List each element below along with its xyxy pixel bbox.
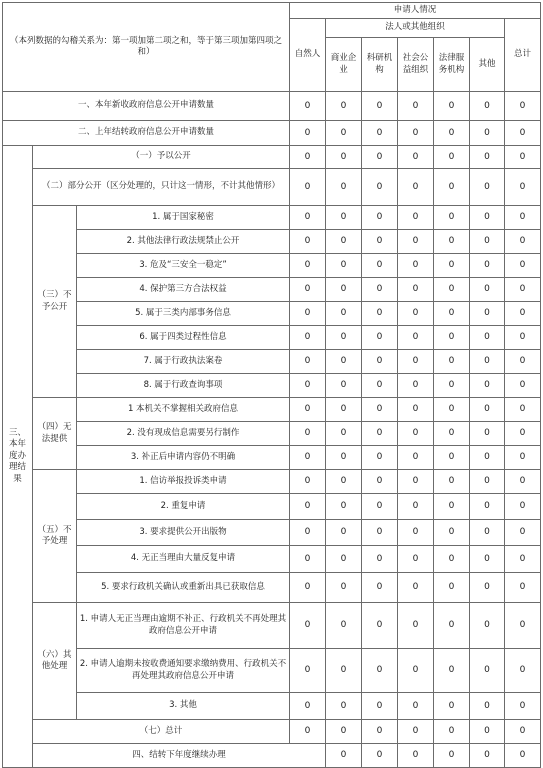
value-cell: 0 bbox=[362, 350, 398, 374]
value-cell: 0 bbox=[362, 720, 398, 744]
value-cell: 0 bbox=[398, 206, 434, 230]
value-cell: 0 bbox=[470, 398, 505, 422]
value-cell: 0 bbox=[434, 744, 470, 768]
value-cell: 0 bbox=[362, 121, 398, 146]
value-cell: 0 bbox=[505, 302, 541, 326]
row-label: 4. 保护第三方合法权益 bbox=[77, 278, 290, 302]
value-cell: 0 bbox=[398, 302, 434, 326]
table-row bbox=[3, 573, 541, 603]
table-row bbox=[3, 374, 541, 398]
value-cell: 0 bbox=[470, 573, 505, 603]
value-cell: 0 bbox=[470, 254, 505, 278]
value-cell: 0 bbox=[505, 446, 541, 470]
value-cell: 0 bbox=[505, 744, 541, 768]
row-label: （七）总计 bbox=[33, 720, 290, 744]
value-cell: 0 bbox=[470, 169, 505, 206]
value-cell: 0 bbox=[362, 398, 398, 422]
row-label: 1 本机关不掌握相关政府信息 bbox=[77, 398, 290, 422]
value-cell: 0 bbox=[326, 720, 362, 744]
header-total: 总计 bbox=[505, 19, 541, 92]
value-cell: 0 bbox=[505, 573, 541, 603]
value-cell: 0 bbox=[326, 206, 362, 230]
value-cell: 0 bbox=[398, 146, 434, 169]
row-label: 2. 其他法律行政法规禁止公开 bbox=[77, 230, 290, 254]
value-cell: 0 bbox=[505, 169, 541, 206]
value-cell: 0 bbox=[362, 230, 398, 254]
table-row bbox=[3, 520, 541, 546]
value-cell: 0 bbox=[470, 121, 505, 146]
value-cell: 0 bbox=[505, 254, 541, 278]
value-cell: 0 bbox=[362, 92, 398, 121]
table-row bbox=[3, 254, 541, 278]
section3-label: 三、本年度办理结果 bbox=[3, 146, 33, 768]
value-cell: 0 bbox=[434, 302, 470, 326]
row-label: （二）部分公开（区分处理的，只计这一情形，不计其他情形） bbox=[33, 169, 290, 206]
value-cell: 0 bbox=[434, 573, 470, 603]
table-row bbox=[3, 230, 541, 254]
value-cell: 0 bbox=[505, 92, 541, 121]
value-cell: 0 bbox=[434, 374, 470, 398]
value-cell: 0 bbox=[326, 520, 362, 546]
row-label: 5. 要求行政机关确认或重新出具已获取信息 bbox=[77, 573, 290, 603]
value-cell: 0 bbox=[362, 744, 398, 768]
value-cell: 0 bbox=[326, 398, 362, 422]
table-row bbox=[3, 206, 541, 230]
value-cell: 0 bbox=[290, 494, 326, 520]
value-cell: 0 bbox=[505, 720, 541, 744]
value-cell: 0 bbox=[326, 494, 362, 520]
value-cell: 0 bbox=[505, 398, 541, 422]
value-cell: 0 bbox=[470, 446, 505, 470]
value-cell: 0 bbox=[398, 422, 434, 446]
value-cell: 0 bbox=[290, 302, 326, 326]
value-cell: 0 bbox=[398, 278, 434, 302]
value-cell: 0 bbox=[434, 230, 470, 254]
value-cell: 0 bbox=[398, 92, 434, 121]
value-cell: 0 bbox=[398, 326, 434, 350]
value-cell: 0 bbox=[505, 278, 541, 302]
value-cell: 0 bbox=[362, 169, 398, 206]
value-cell: 0 bbox=[326, 693, 362, 720]
value-cell: 0 bbox=[434, 169, 470, 206]
row-label: 3. 补正后申请内容仍不明确 bbox=[77, 446, 290, 470]
value-cell: 0 bbox=[398, 169, 434, 206]
value-cell: 0 bbox=[470, 278, 505, 302]
row-label: 3. 要求提供公开出版物 bbox=[77, 520, 290, 546]
value-cell: 0 bbox=[470, 693, 505, 720]
value-cell: 0 bbox=[326, 326, 362, 350]
value-cell: 0 bbox=[398, 254, 434, 278]
value-cell: 0 bbox=[290, 573, 326, 603]
value-cell: 0 bbox=[398, 374, 434, 398]
value-cell: 0 bbox=[290, 326, 326, 350]
disclosure-table bbox=[2, 2, 541, 768]
value-cell: 0 bbox=[398, 720, 434, 744]
value-cell: 0 bbox=[326, 422, 362, 446]
value-cell: 0 bbox=[326, 573, 362, 603]
value-cell: 0 bbox=[362, 206, 398, 230]
header-other: 其他 bbox=[470, 38, 505, 92]
value-cell: 0 bbox=[470, 146, 505, 169]
value-cell: 0 bbox=[362, 470, 398, 494]
row-label: 一、本年新收政府信息公开申请数量 bbox=[3, 92, 290, 121]
value-cell: 0 bbox=[290, 603, 326, 649]
value-cell: 0 bbox=[434, 398, 470, 422]
value-cell: 0 bbox=[290, 121, 326, 146]
value-cell: 0 bbox=[470, 720, 505, 744]
value-cell: 0 bbox=[505, 121, 541, 146]
value-cell: 0 bbox=[290, 350, 326, 374]
header-commercial: 商业企业 bbox=[326, 38, 362, 92]
value-cell: 0 bbox=[398, 230, 434, 254]
value-cell: 0 bbox=[290, 92, 326, 121]
header-research: 科研机构 bbox=[362, 38, 398, 92]
value-cell: 0 bbox=[290, 278, 326, 302]
row-label: 1. 属于国家秘密 bbox=[77, 206, 290, 230]
value-cell: 0 bbox=[470, 302, 505, 326]
value-cell: 0 bbox=[398, 520, 434, 546]
value-cell: 0 bbox=[434, 494, 470, 520]
value-cell: 0 bbox=[470, 326, 505, 350]
value-cell: 0 bbox=[398, 121, 434, 146]
value-cell: 0 bbox=[505, 326, 541, 350]
value-cell: 0 bbox=[362, 649, 398, 693]
table-row bbox=[3, 422, 541, 446]
value-cell: 0 bbox=[398, 603, 434, 649]
value-cell: 0 bbox=[326, 146, 362, 169]
value-cell: 0 bbox=[326, 92, 362, 121]
header-applicant: 申请人情况 bbox=[290, 3, 541, 19]
value-cell: 0 bbox=[290, 520, 326, 546]
row-label: （一）予以公开 bbox=[33, 146, 290, 169]
row-label: 8. 属于行政查询事项 bbox=[77, 374, 290, 398]
table-row bbox=[3, 720, 541, 744]
value-cell: 0 bbox=[505, 546, 541, 573]
table-row bbox=[3, 649, 541, 693]
value-cell: 0 bbox=[398, 573, 434, 603]
value-cell: 0 bbox=[290, 230, 326, 254]
row-label: 二、上年结转政府信息公开申请数量 bbox=[3, 121, 290, 146]
value-cell: 0 bbox=[326, 121, 362, 146]
row-label: 2. 没有现成信息需要另行制作 bbox=[77, 422, 290, 446]
table-row bbox=[3, 169, 541, 206]
value-cell: 0 bbox=[362, 693, 398, 720]
value-cell: 0 bbox=[326, 278, 362, 302]
value-cell: 0 bbox=[505, 206, 541, 230]
table-row bbox=[3, 446, 541, 470]
table-row bbox=[3, 546, 541, 573]
value-cell: 0 bbox=[434, 603, 470, 649]
value-cell: 0 bbox=[362, 573, 398, 603]
value-cell: 0 bbox=[290, 546, 326, 573]
value-cell: 0 bbox=[434, 520, 470, 546]
value-cell: 0 bbox=[505, 494, 541, 520]
value-cell: 0 bbox=[470, 520, 505, 546]
table-row bbox=[3, 693, 541, 720]
value-cell: 0 bbox=[434, 720, 470, 744]
value-cell: 0 bbox=[362, 520, 398, 546]
row-label: 4. 无正当理由大量反复申请 bbox=[77, 546, 290, 573]
table-row bbox=[3, 326, 541, 350]
value-cell: 0 bbox=[505, 520, 541, 546]
value-cell: 0 bbox=[290, 169, 326, 206]
value-cell: 0 bbox=[470, 546, 505, 573]
value-cell: 0 bbox=[362, 374, 398, 398]
value-cell: 0 bbox=[290, 422, 326, 446]
value-cell: 0 bbox=[290, 470, 326, 494]
value-cell: 0 bbox=[505, 146, 541, 169]
table-row bbox=[3, 494, 541, 520]
header-note: （本列数据的勾稽关系为：第一项加第二项之和，等于第三项加第四项之和） bbox=[3, 3, 290, 92]
group-label-withheld: （三）不予公开 bbox=[33, 206, 77, 398]
value-cell: 0 bbox=[362, 278, 398, 302]
value-cell: 0 bbox=[326, 446, 362, 470]
value-cell: 0 bbox=[434, 278, 470, 302]
value-cell: 0 bbox=[434, 121, 470, 146]
table-row bbox=[3, 278, 541, 302]
value-cell: 0 bbox=[398, 350, 434, 374]
value-cell: 0 bbox=[470, 470, 505, 494]
row-label: 1. 申请人无正当理由逾期不补正、行政机关不再处理其政府信息公开申请 bbox=[77, 603, 290, 649]
value-cell: 0 bbox=[398, 693, 434, 720]
value-cell: 0 bbox=[470, 92, 505, 121]
table-row bbox=[3, 470, 541, 494]
value-cell: 0 bbox=[326, 744, 362, 768]
value-cell: 0 bbox=[398, 446, 434, 470]
value-cell: 0 bbox=[470, 230, 505, 254]
group-label-unavailable: （四）无法提供 bbox=[33, 398, 77, 470]
value-cell: 0 bbox=[362, 603, 398, 649]
value-cell: 0 bbox=[326, 350, 362, 374]
value-cell: 0 bbox=[505, 603, 541, 649]
value-cell: 0 bbox=[290, 374, 326, 398]
group-label-other-handling: （六）其他处理 bbox=[33, 603, 77, 720]
value-cell: 0 bbox=[470, 603, 505, 649]
value-cell: 0 bbox=[326, 470, 362, 494]
value-cell: 0 bbox=[362, 302, 398, 326]
header-natural-person: 自然人 bbox=[290, 19, 326, 92]
group-label-not-processed: （五）不予处理 bbox=[33, 470, 77, 603]
value-cell: 0 bbox=[326, 649, 362, 693]
row-label: 7. 属于行政执法案卷 bbox=[77, 350, 290, 374]
row-label: 3. 其他 bbox=[77, 693, 290, 720]
value-cell: 0 bbox=[470, 649, 505, 693]
value-cell: 0 bbox=[434, 649, 470, 693]
value-cell: 0 bbox=[326, 603, 362, 649]
value-cell: 0 bbox=[362, 546, 398, 573]
table-row bbox=[3, 603, 541, 649]
value-cell: 0 bbox=[434, 446, 470, 470]
table-row bbox=[3, 146, 541, 169]
value-cell: 0 bbox=[362, 254, 398, 278]
header-legal-person: 法人或其他组织 bbox=[326, 19, 505, 38]
value-cell: 0 bbox=[326, 254, 362, 278]
table-row bbox=[3, 350, 541, 374]
value-cell: 0 bbox=[326, 169, 362, 206]
value-cell: 0 bbox=[398, 494, 434, 520]
value-cell: 0 bbox=[470, 350, 505, 374]
value-cell: 0 bbox=[505, 422, 541, 446]
value-cell: 0 bbox=[290, 720, 326, 744]
value-cell: 0 bbox=[362, 494, 398, 520]
value-cell: 0 bbox=[326, 374, 362, 398]
value-cell: 0 bbox=[434, 546, 470, 573]
value-cell: 0 bbox=[326, 546, 362, 573]
header-social: 社会公益组织 bbox=[398, 38, 434, 92]
value-cell: 0 bbox=[470, 422, 505, 446]
table-row bbox=[3, 302, 541, 326]
value-cell: 0 bbox=[290, 254, 326, 278]
row-label: 3. 危及“三安全一稳定” bbox=[77, 254, 290, 278]
value-cell: 0 bbox=[434, 693, 470, 720]
value-cell: 0 bbox=[362, 326, 398, 350]
value-cell: 0 bbox=[362, 422, 398, 446]
value-cell: 0 bbox=[434, 422, 470, 446]
table-row bbox=[3, 398, 541, 422]
value-cell: 0 bbox=[362, 446, 398, 470]
value-cell: 0 bbox=[505, 374, 541, 398]
value-cell: 0 bbox=[398, 398, 434, 422]
table-row bbox=[3, 121, 541, 146]
value-cell: 0 bbox=[470, 494, 505, 520]
table-row bbox=[3, 92, 541, 121]
value-cell: 0 bbox=[470, 206, 505, 230]
row-label: 1. 信访举报投诉类申请 bbox=[77, 470, 290, 494]
value-cell: 0 bbox=[398, 744, 434, 768]
value-cell: 0 bbox=[505, 350, 541, 374]
value-cell: 0 bbox=[505, 649, 541, 693]
value-cell: 0 bbox=[434, 470, 470, 494]
value-cell: 0 bbox=[326, 302, 362, 326]
value-cell: 0 bbox=[470, 744, 505, 768]
value-cell: 0 bbox=[398, 470, 434, 494]
value-cell: 0 bbox=[398, 546, 434, 573]
value-cell: 0 bbox=[290, 649, 326, 693]
value-cell: 0 bbox=[290, 398, 326, 422]
value-cell: 0 bbox=[434, 326, 470, 350]
value-cell: 0 bbox=[505, 470, 541, 494]
row-label: 四、结转下年度继续办理 bbox=[33, 744, 326, 768]
value-cell: 0 bbox=[326, 230, 362, 254]
value-cell: 0 bbox=[290, 206, 326, 230]
value-cell: 0 bbox=[470, 374, 505, 398]
value-cell: 0 bbox=[505, 693, 541, 720]
value-cell: 0 bbox=[290, 146, 326, 169]
row-label: 6. 属于四类过程性信息 bbox=[77, 326, 290, 350]
value-cell: 0 bbox=[362, 146, 398, 169]
table-row bbox=[3, 744, 541, 768]
value-cell: 0 bbox=[434, 206, 470, 230]
value-cell: 0 bbox=[434, 254, 470, 278]
value-cell: 0 bbox=[398, 649, 434, 693]
value-cell: 0 bbox=[290, 693, 326, 720]
value-cell: 0 bbox=[290, 446, 326, 470]
value-cell: 0 bbox=[434, 146, 470, 169]
value-cell: 0 bbox=[434, 92, 470, 121]
header-law: 法律服务机构 bbox=[434, 38, 470, 92]
row-label: 2. 申请人逾期未按收费通知要求缴纳费用、行政机关不再处理其政府信息公开申请 bbox=[77, 649, 290, 693]
value-cell: 0 bbox=[434, 350, 470, 374]
row-label: 2. 重复申请 bbox=[77, 494, 290, 520]
value-cell: 0 bbox=[505, 230, 541, 254]
row-label: 5. 属于三类内部事务信息 bbox=[77, 302, 290, 326]
